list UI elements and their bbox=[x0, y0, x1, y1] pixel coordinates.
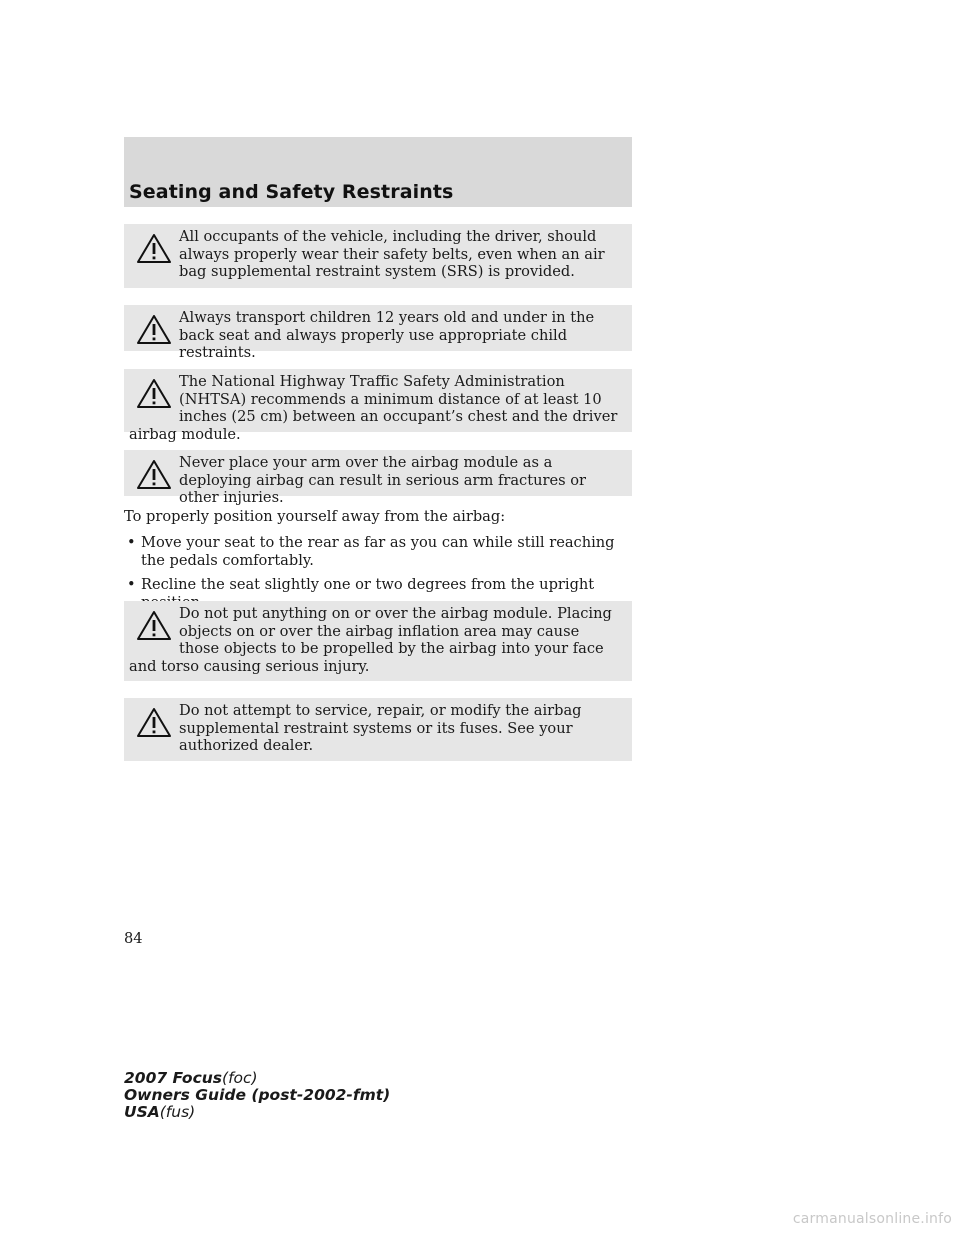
warning-text-3: The National Highway Traffic Safety Administration (NHTSA) recommends a minimum distance of at least 10 inches (25 cm) between an occupant’s chest and the driver airbag module. bbox=[129, 373, 618, 443]
intro-text: To properly position yourself away from the airbag: bbox=[124, 508, 506, 525]
warning-box-6 bbox=[124, 698, 632, 761]
warning-box-1 bbox=[124, 224, 632, 288]
footer-line-1 bbox=[124, 1070, 390, 1087]
warning-text-2: Always transport children 12 years old and under in the back seat and always properly use appropriate child restraints. bbox=[179, 309, 595, 362]
footer-model: 2007 Focus bbox=[124, 1069, 223, 1087]
footer bbox=[124, 1070, 390, 1121]
bullet-icon: • bbox=[127, 576, 136, 593]
warning-triangle-icon bbox=[135, 458, 173, 492]
warning-triangle-icon bbox=[135, 706, 173, 740]
bullet-text-2: Recline the seat slightly one or two degrees from the upright bbox=[141, 576, 595, 593]
warning-box-4 bbox=[124, 450, 632, 507]
footer-line-3 bbox=[124, 1104, 390, 1121]
footer-market-code: (fus) bbox=[159, 1103, 196, 1121]
warning-triangle-icon bbox=[135, 232, 173, 266]
warning-text-5: Do not put anything on or over the airbag module. Placing objects on or over the airbag inflation area may cause those objects to be propelled by the airbag into your face and torso causing serious injury. bbox=[129, 605, 612, 675]
body-intro bbox=[124, 508, 634, 526]
warning-box-5 bbox=[124, 601, 632, 681]
list-item bbox=[124, 534, 634, 569]
footer-market: USA bbox=[124, 1103, 160, 1121]
footer-model-code: (foc) bbox=[222, 1069, 258, 1087]
warning-box-3 bbox=[124, 369, 632, 443]
warning-box-2 bbox=[124, 305, 632, 362]
footer-line-2 bbox=[124, 1087, 390, 1104]
bullet-text-1: Move your seat to the rear as far as you can while still reaching the pedals comfortably. bbox=[141, 534, 615, 569]
warning-triangle-icon bbox=[135, 609, 173, 643]
footer-guide: Owners Guide (post-2002-fmt) bbox=[124, 1086, 391, 1104]
warning-text-1: All occupants of the vehicle, including the driver, should always properly wear their safety belts, even when an air bag supplemental restraint system (SRS) is provided. bbox=[179, 228, 605, 281]
warning-triangle-icon bbox=[135, 377, 173, 411]
warning-text-4: Never place your arm over the airbag module as a deploying airbag can result in serious arm fractures or other injuries. bbox=[179, 454, 586, 507]
section-title: Seating and Safety Restraints bbox=[129, 181, 454, 203]
section-header bbox=[124, 137, 632, 207]
watermark: carmanualsonline.info bbox=[792, 1211, 952, 1227]
bullet-icon: • bbox=[127, 534, 136, 551]
warning-text-6: Do not attempt to service, repair, or modify the airbag supplemental restraint systems or its fuses. See your authorized dealer. bbox=[179, 702, 582, 755]
warning-triangle-icon bbox=[135, 313, 173, 347]
page-number: 84 bbox=[124, 930, 143, 947]
